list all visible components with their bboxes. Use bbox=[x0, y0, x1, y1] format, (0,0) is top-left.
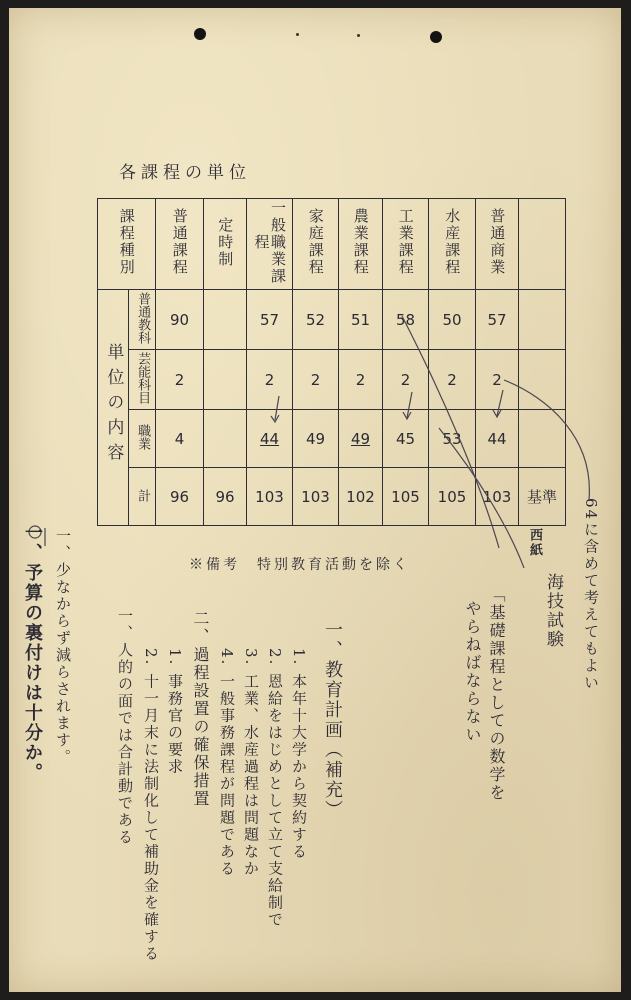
row-label: 芸能科目 bbox=[129, 350, 156, 410]
table-cell: 57 bbox=[476, 290, 519, 350]
margin-note: 一、少なからず減らされます。 bbox=[54, 528, 72, 766]
group-label: 単位の内容 bbox=[98, 290, 129, 526]
column-header: 普通課程 bbox=[156, 199, 204, 290]
plan-item: 3. 工業、水産過程は問題なか bbox=[242, 648, 260, 878]
table-cell: 49 bbox=[293, 410, 339, 468]
column-header: 普通商業 bbox=[476, 199, 519, 290]
table-note: ※備考 特別教育活動を除く bbox=[189, 557, 410, 573]
plan-item: 4. 一般事務課程が問題である bbox=[218, 648, 236, 878]
table-cell: 57 bbox=[247, 290, 293, 350]
column-header: 農業課程 bbox=[339, 199, 383, 290]
annotation-quote-line: 「基礎課程としての数学を bbox=[487, 586, 506, 802]
plan-item: 2. 恩給をはじめとして立て支給制で bbox=[266, 648, 284, 929]
table-cell: 44 bbox=[476, 410, 519, 468]
row-label: 職業 bbox=[129, 410, 156, 468]
table-cell: 58 bbox=[383, 290, 429, 350]
table-cell: 103 bbox=[476, 468, 519, 526]
arrow-line bbox=[439, 428, 524, 568]
table-cell: 105 bbox=[383, 468, 429, 526]
table-cell: 96 bbox=[204, 468, 247, 526]
annotation-label-a: 西紙 bbox=[527, 528, 542, 558]
table-cell: 96 bbox=[156, 468, 204, 526]
margin-note: 一、予算の裏付けは十分か。 bbox=[22, 523, 43, 783]
table-cell: 50 bbox=[429, 290, 476, 350]
column-header: 一般職業課程 bbox=[247, 199, 293, 290]
annotation-label-b: 海技試験 bbox=[543, 573, 563, 649]
table-cell: 2 bbox=[156, 350, 204, 410]
column-header: 工業課程 bbox=[383, 199, 429, 290]
table-cell: 2 bbox=[293, 350, 339, 410]
table-cell: 52 bbox=[293, 290, 339, 350]
plan-item: 1. 本年十大学から契約する bbox=[290, 648, 308, 861]
table-cell: 105 bbox=[429, 468, 476, 526]
document-sheet bbox=[9, 8, 621, 992]
table-cell: 44 bbox=[247, 410, 293, 468]
table-cell: 103 bbox=[247, 468, 293, 526]
process-title: 二、過程設置の確保措置 bbox=[191, 610, 210, 808]
table-cell: 4 bbox=[156, 410, 204, 468]
table-corner-header: 課程種別 bbox=[98, 199, 156, 290]
table-cell: 51 bbox=[339, 290, 383, 350]
annotation-right-note: 64に含めて考えてもよい bbox=[582, 498, 600, 692]
table-cell: 103 bbox=[293, 468, 339, 526]
table-cell: 2 bbox=[383, 350, 429, 410]
table-cell: 基準 bbox=[519, 468, 566, 526]
table-cell: 2 bbox=[429, 350, 476, 410]
table-cell: 2 bbox=[339, 350, 383, 410]
arrow-line bbox=[402, 316, 499, 548]
annotation-quote-line: やらねばならない bbox=[463, 600, 482, 744]
column-header: 定時制 bbox=[204, 199, 247, 290]
table-cell: 53 bbox=[429, 410, 476, 468]
process-item: 2. 十一月末に法制化して補助金を確する bbox=[142, 648, 160, 963]
process-item: 1. 事務官の要求 bbox=[166, 648, 184, 776]
table-cell: 2 bbox=[476, 350, 519, 410]
table-cell: 45 bbox=[383, 410, 429, 468]
column-header: 水産課程 bbox=[429, 199, 476, 290]
page-title: 各課程の単位 bbox=[119, 163, 251, 183]
row-label: 普通教科 bbox=[129, 290, 156, 350]
column-header: 家庭課程 bbox=[293, 199, 339, 290]
row-label: 計 bbox=[129, 468, 156, 526]
table-cell: 90 bbox=[156, 290, 204, 350]
plan-title: 一、教育計画（補充） bbox=[322, 620, 343, 820]
arrow-line bbox=[504, 380, 589, 500]
personnel-note: 一、人的の面では合計動である bbox=[116, 608, 134, 846]
annotation-arrows bbox=[9, 8, 621, 992]
table-cell: 2 bbox=[247, 350, 293, 410]
table-cell: 102 bbox=[339, 468, 383, 526]
table-cell: 49 bbox=[339, 410, 383, 468]
